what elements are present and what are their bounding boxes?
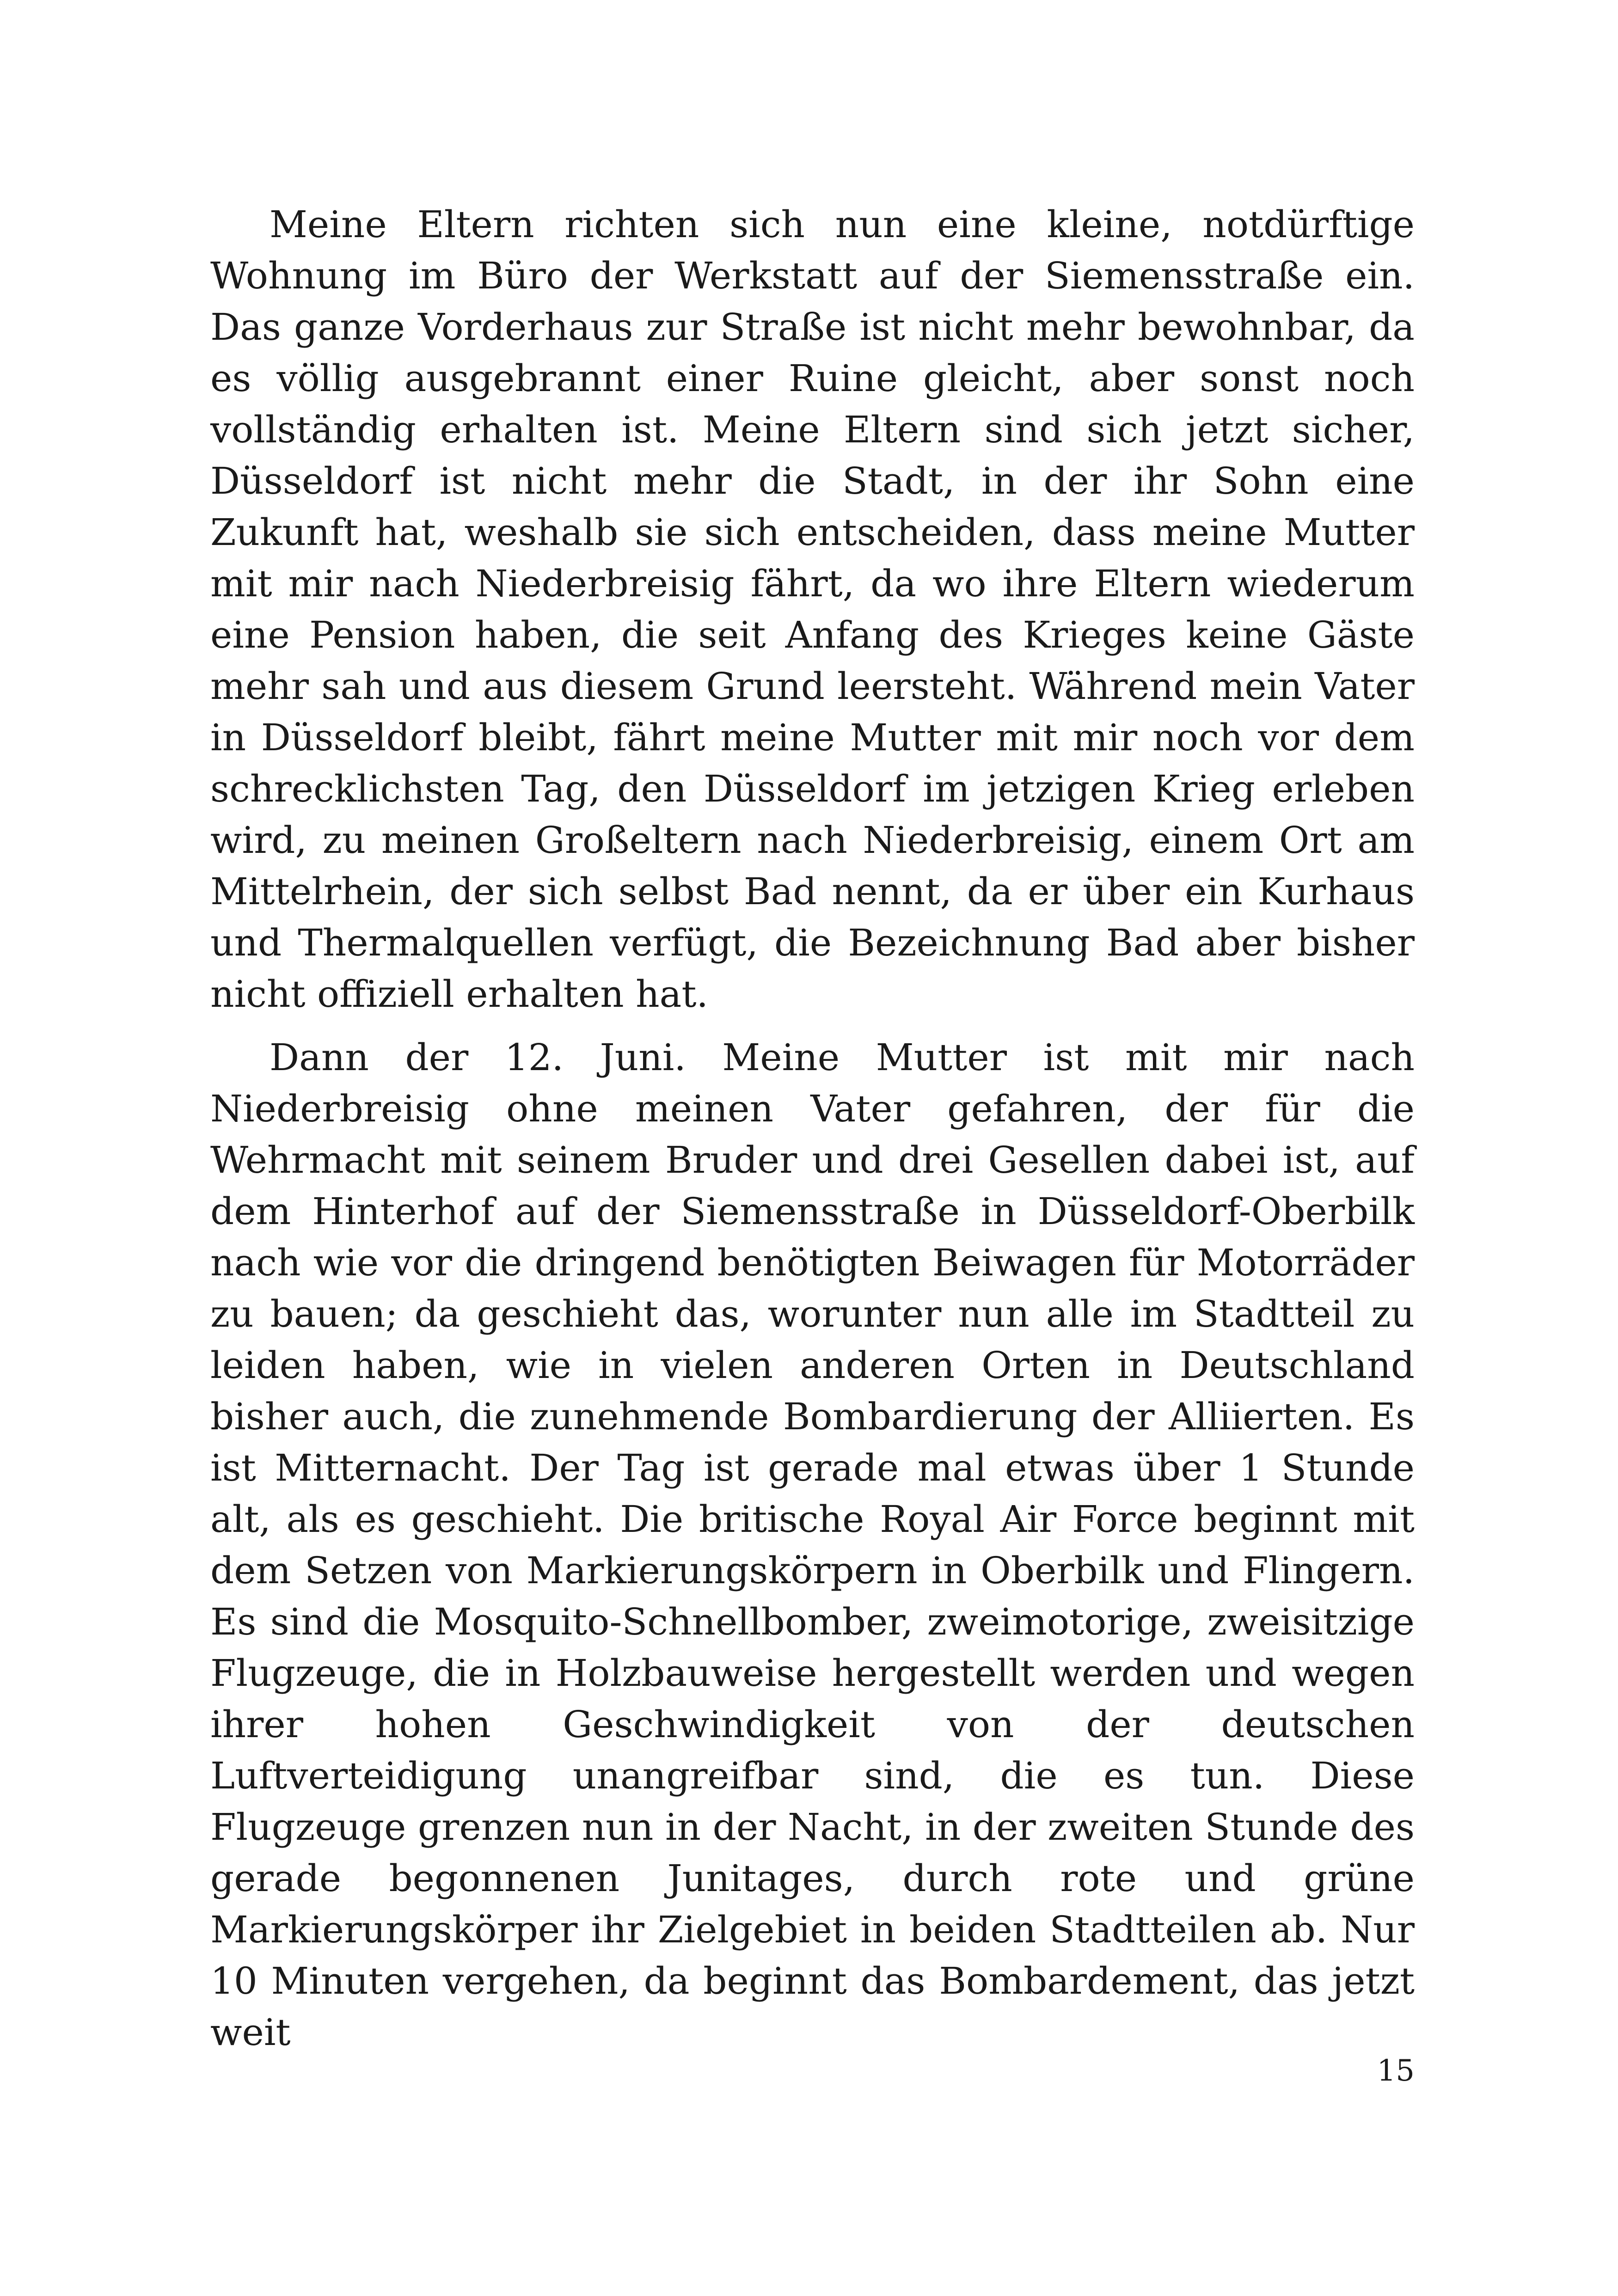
page-number: 15 <box>1377 2054 1415 2088</box>
paragraph-2: Dann der 12. Juni. Meine Mutter ist mit mir nach Niederbreisig ohne meinen Vater gefahren, der für die Wehrmacht mit seinem Bruder und drei Gesellen dabei ist, auf dem Hinterhof auf der Siemensstraße in Düsseldorf-Oberbilk nach wie vor die dringend benötigten Beiwagen für Motorräder zu bauen; da geschieht das, worunter nun alle im Stadtteil zu leiden haben, wie in vielen anderen Orten in Deutschland bisher auch, die zunehmende Bombardierung der Alliierten. Es ist Mitternacht. Der Tag ist gerade mal etwas über 1 Stunde alt, als es geschieht. Die britische Royal Air Force beginnt mit dem Setzen von Markierungskörpern in Oberbilk und Flingern. Es sind die Mosquito-Schnellbomber, zweimotorige, zweisitzige Flugzeuge, die in Holzbauweise hergestellt werden und wegen ihrer hohen Geschwindigkeit von der deutschen Luftverteidigung unangreifbar sind, die es tun. Diese Flugzeuge grenzen nun in der Nacht, in der zweiten Stunde des gerade begonnenen Junitages, durch rote und grüne Markierungskörper ihr Zielgebiet in beiden Stadtteilen ab. Nur 10 Minuten vergehen, da beginnt das Bombardement, das jetzt weit <box>210 1036 1415 2054</box>
paragraph-1: Meine Eltern richten sich nun eine kleine, notdürftige Wohnung im Büro der Werkstatt auf der Siemensstraße ein. Das ganze Vorderhaus zur Straße ist nicht mehr bewohnbar, da es völlig ausgebrannt einer Ruine gleicht, aber sonst noch vollständig erhalten ist. Meine Eltern sind sich jetzt sicher, Düsseldorf ist nicht mehr die Stadt, in der ihr Sohn eine Zukunft hat, weshalb sie sich entscheiden, dass meine Mutter mit mir nach Niederbreisig fährt, da wo ihre Eltern wiederum eine Pension haben, die seit Anfang des Krieges keine Gäste mehr sah und aus diesem Grund leersteht. Während mein Vater in Düsseldorf bleibt, fährt meine Mutter mit mir noch vor dem schrecklichsten Tag, den Düsseldorf im jetzigen Krieg erleben wird, zu meinen Großeltern nach Niederbreisig, einem Ort am Mittelrhein, der sich selbst Bad nennt, da er über ein Kurhaus und Thermalquellen verfügt, die Bezeichnung Bad aber bisher nicht offiziell erhalten hat. <box>210 203 1415 1016</box>
body-text <box>210 199 1415 2058</box>
